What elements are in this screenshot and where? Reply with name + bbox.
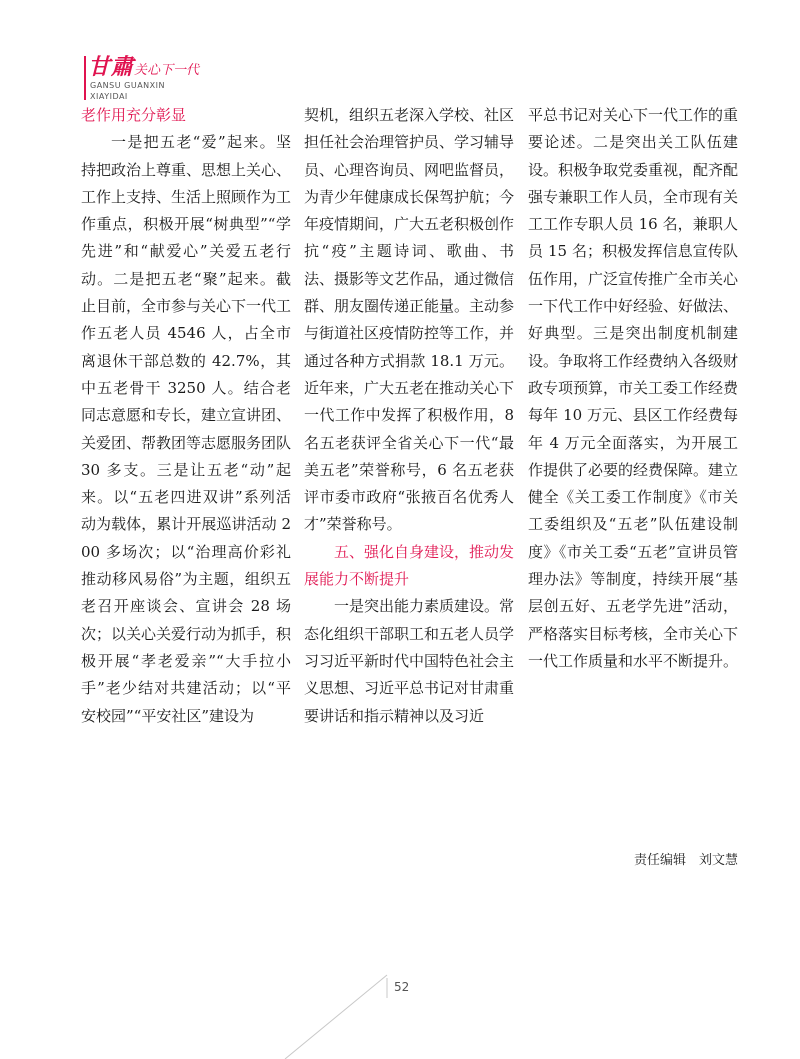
diagonal-decoration-line bbox=[285, 975, 387, 1059]
body-paragraph: 一是把五老“爱”起来。坚持把政治上尊重、思想上关心、工作上支持、生活上照顾作为工作重点，积极开展“树典型”“学先进”和“献爱心”关爱五老行动。二是把五老“聚”起来。截止目前，全市参与关心下一代工作五老人员 4546 人，占全市离退休干部总数的 42.7%，其中五老骨干 3250 人。结合老同志意愿和专长，建立宣讲团、关爱团、帮教团等志愿服务团队 30 多支。三是让五老“动”起来。以“五老四进双讲”系列活动为载体，累计开展巡讲活动 200 多场次；以“治理高价彩礼 推动移风易俗”为主题，组织五老召开座谈会、宣讲会 28 场次；以关心关爱行动为抓手，积极开展“孝老爱亲”“大手拉小手”老少结对共建活动；以“平安校园”“平安社区”建设为 bbox=[81, 133, 307, 725]
editor-credit: 责任编辑 刘文慧 bbox=[633, 853, 738, 868]
body-paragraph: 一是突出能力素质建设。常态化组织干部职工和五老人员学习习近平新时代中国特色社会主义思想、习近平总书记对甘肃重要讲话和指示精神以及习近 bbox=[304, 597, 515, 725]
logo-chinese-sub: 关心下一代 bbox=[134, 63, 200, 78]
section-heading-continued: 老作用充分彰显 bbox=[81, 106, 187, 124]
logo-english-title: GANSU GUANXIN XIAYIDAI bbox=[90, 81, 165, 101]
logo-chinese-main: 甘肅 bbox=[88, 54, 135, 80]
section-heading-five: 五、强化自身建设，推动发展能力不断提升 bbox=[304, 542, 515, 589]
body-paragraph: 契机，组织五老深入学校、社区担任社会治理管护员、学习辅导员、心理咨询员、网吧监督员，为青少年健康成长保驾护航；今年疫情期间，广大五老积极创作抗“疫”主题诗词、歌曲、书法、摄影等文艺作品，通过微信群、朋友圈传递正能量。主动参与街道社区疫情防控等工作，并通过各种方式捐款 18.1 万元。近年来，广大五老在推动关心下一代工作中发挥了积极作用，8 名五老获评全省关心下一代“最美五老”荣誉称号，6 名五老获评市委市政府“张掖百名优秀人才”荣誉称号。 bbox=[304, 106, 515, 534]
page-number: 52 bbox=[394, 980, 410, 994]
body-paragraph: 平总书记对关心下一代工作的重要论述。二是突出关工队伍建设。积极争取党委重视，配齐配强专兼职工作人员，全市现有关工工作专职人员 16 名，兼职人员 15 名；积极发挥信息宣传队伍作用，广泛宣传推广全市关心一下代工作中好经验、好做法、好典型。三是突出制度机制建设。争取将工作经费纳入各级财政专项预算，市关工委工作经费每年 10 万元、县区工作经费每年 4 万元全面落实，为开展工作提供了必要的经费保障。建立健全《关工委工作制度》《市关工委组织及“五老”队伍建设制度》《市关工委“五老”宣讲员管理办法》等制度，持续开展“基层创五好、五老学先进”活动，严格落实目标考核，全市关心下一代工作质量和水平不断提升。 bbox=[528, 106, 739, 670]
